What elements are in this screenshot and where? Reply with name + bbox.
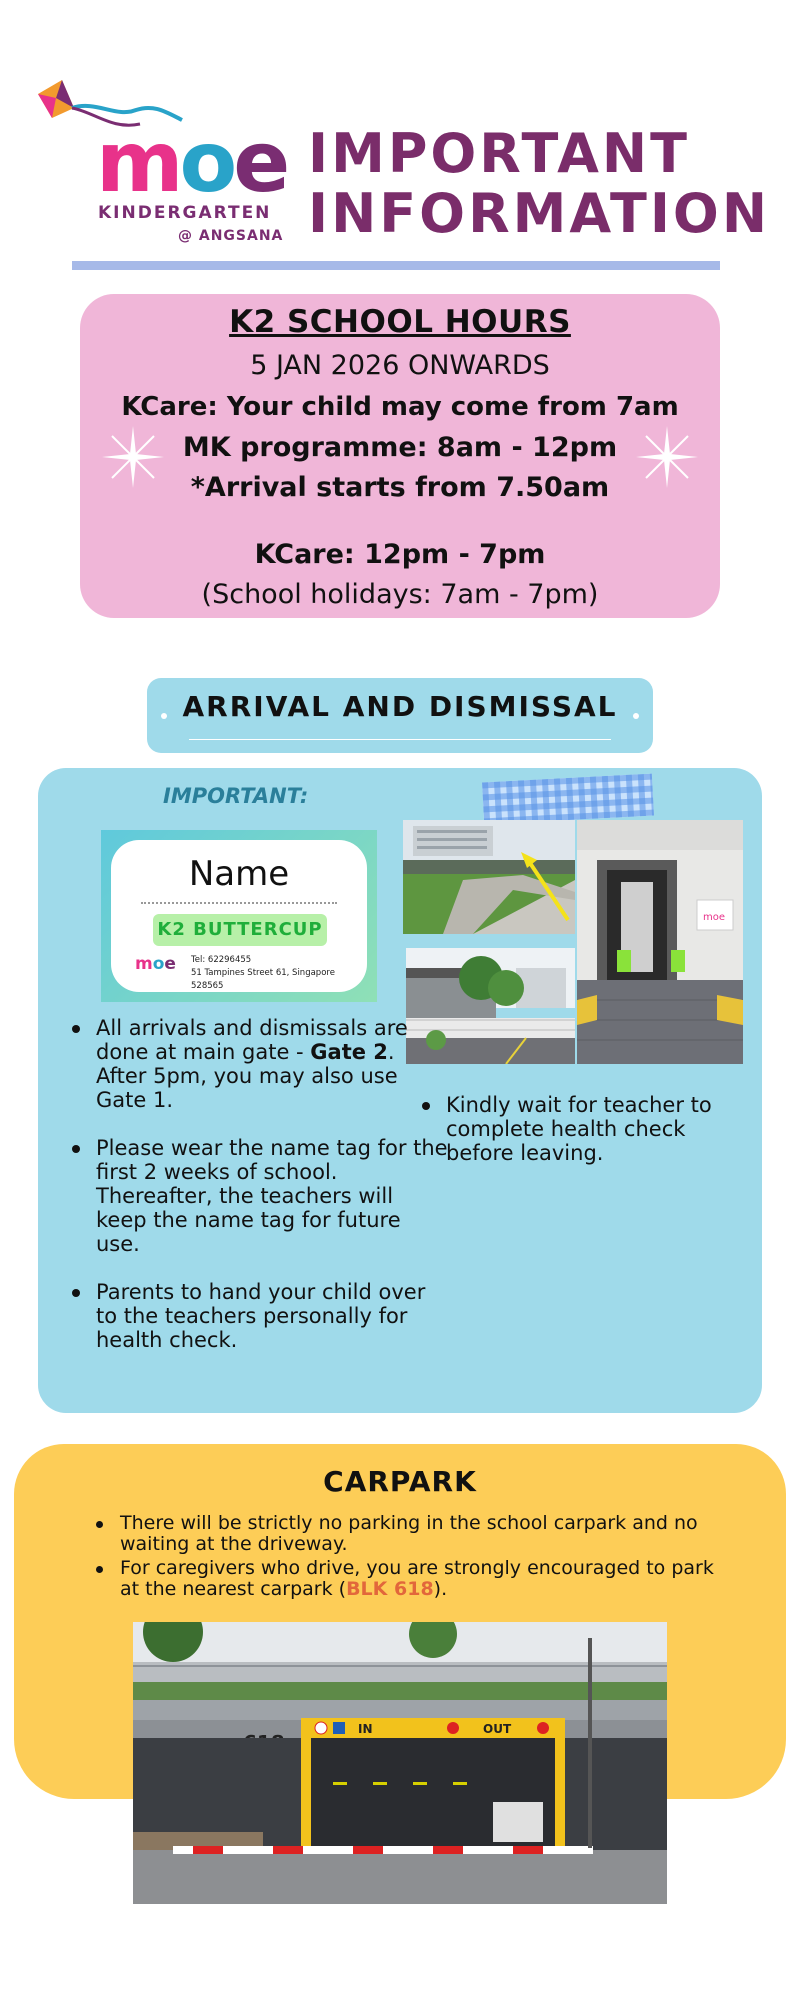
nearest-carpark-text: For caregivers who drive, you are strongly encouraged to park at the nearest carpark ( bbox=[120, 1557, 714, 1600]
list-item bbox=[68, 1280, 448, 1352]
banner-divider bbox=[189, 739, 611, 740]
arrival-dismissal-title: ARRIVAL AND DISMISSAL bbox=[182, 690, 618, 723]
sparkle-icon bbox=[100, 424, 166, 490]
sparkle-icon bbox=[634, 424, 700, 490]
entry-sign: IN bbox=[358, 1722, 373, 1736]
gate-instruction-text: All arrivals and dismissals are done at main gate - bbox=[96, 1016, 408, 1064]
list-item bbox=[68, 1016, 448, 1112]
moe-kindergarten-logo bbox=[36, 78, 296, 248]
list-item bbox=[92, 1558, 732, 1600]
arrival-instructions-left bbox=[68, 1016, 448, 1376]
banner-dot bbox=[161, 713, 167, 719]
name-tag-logo bbox=[135, 954, 176, 974]
logo-kindergarten-text: KINDERGARTEN bbox=[98, 203, 272, 223]
blk-618-highlight: BLK 618 bbox=[346, 1578, 434, 1600]
arrival-dismissal-panel bbox=[38, 768, 762, 1413]
tag-logo-m: m bbox=[135, 954, 153, 974]
no-parking-instruction: There will be strictly no parking in the school carpark and no waiting at the driveway. bbox=[120, 1512, 698, 1555]
svg-text:moe: moe bbox=[703, 912, 726, 923]
name-tag-address: 51 Tampines Street 61, Singapore 528565 bbox=[191, 968, 335, 991]
mk-programme-hours: MK programme: 8am - 12pm bbox=[182, 432, 618, 463]
logo-letter-m: m bbox=[96, 113, 180, 211]
name-tag-instruction: Please wear the name tag for the first 2 weeks of school. Thereafter, the teachers will keep the name tag for future use. bbox=[96, 1136, 448, 1256]
nearest-carpark-text-end: ). bbox=[433, 1578, 448, 1600]
exit-sign: OUT bbox=[483, 1722, 512, 1736]
header-divider bbox=[72, 261, 720, 270]
name-tag-class: K2 BUTTERCUP bbox=[153, 914, 327, 946]
arrival-instructions-right bbox=[418, 1093, 738, 1165]
title-line-1: IMPORTANT bbox=[308, 122, 690, 185]
logo-letter-e: e bbox=[233, 113, 287, 211]
kcare-afternoon: KCare: 12pm - 7pm bbox=[254, 539, 546, 570]
gate-walkway-photo bbox=[403, 820, 575, 934]
start-date: 5 JAN 2026 ONWARDS bbox=[250, 350, 550, 381]
health-check-instruction: Kindly wait for teacher to complete health check before leaving. bbox=[446, 1093, 712, 1165]
name-tag-tel: Tel: 62296455 bbox=[191, 955, 252, 965]
name-tag-name: Name bbox=[188, 854, 290, 894]
carpark-instructions bbox=[92, 1513, 732, 1603]
logo-letter-o: o bbox=[179, 113, 234, 211]
handover-instruction: Parents to hand your child over to the teachers personally for health check. bbox=[96, 1280, 426, 1352]
arrival-dismissal-banner bbox=[147, 678, 653, 753]
school-hours-card bbox=[80, 294, 720, 618]
gate-2-emphasis: Gate 2 bbox=[310, 1040, 388, 1064]
school-hours-title: K2 SCHOOL HOURS bbox=[229, 304, 571, 340]
list-item bbox=[68, 1136, 448, 1256]
kcare-morning: KCare: Your child may come from 7am bbox=[121, 392, 679, 422]
tag-logo-e: e bbox=[164, 954, 176, 974]
list-item bbox=[92, 1513, 732, 1555]
arrival-note: *Arrival starts from 7.50am bbox=[190, 472, 610, 503]
carpark-title: CARPARK bbox=[323, 1465, 477, 1498]
washi-tape-decoration bbox=[482, 774, 654, 825]
holiday-hours: (School holidays: 7am - 7pm) bbox=[201, 579, 599, 610]
gate-entrance-photo bbox=[577, 820, 743, 1064]
carpark-photo bbox=[133, 1622, 667, 1904]
header bbox=[0, 0, 800, 280]
name-tag-inner bbox=[111, 840, 367, 992]
name-tag-contact bbox=[191, 954, 367, 993]
name-tag-dotted-line bbox=[141, 902, 337, 904]
tag-logo-o: o bbox=[152, 954, 165, 974]
list-item bbox=[418, 1093, 738, 1165]
name-tag-example bbox=[101, 830, 377, 1002]
important-label: IMPORTANT: bbox=[163, 784, 309, 808]
logo-wordmark bbox=[96, 113, 287, 211]
logo-branch-text: @ ANGSANA bbox=[178, 228, 284, 244]
title-line-2: INFORMATION bbox=[308, 182, 771, 245]
banner-dot bbox=[633, 713, 639, 719]
gate-instruction-text-end: . After 5pm, you may also use Gate 1. bbox=[96, 1040, 398, 1112]
page-title bbox=[308, 124, 770, 244]
